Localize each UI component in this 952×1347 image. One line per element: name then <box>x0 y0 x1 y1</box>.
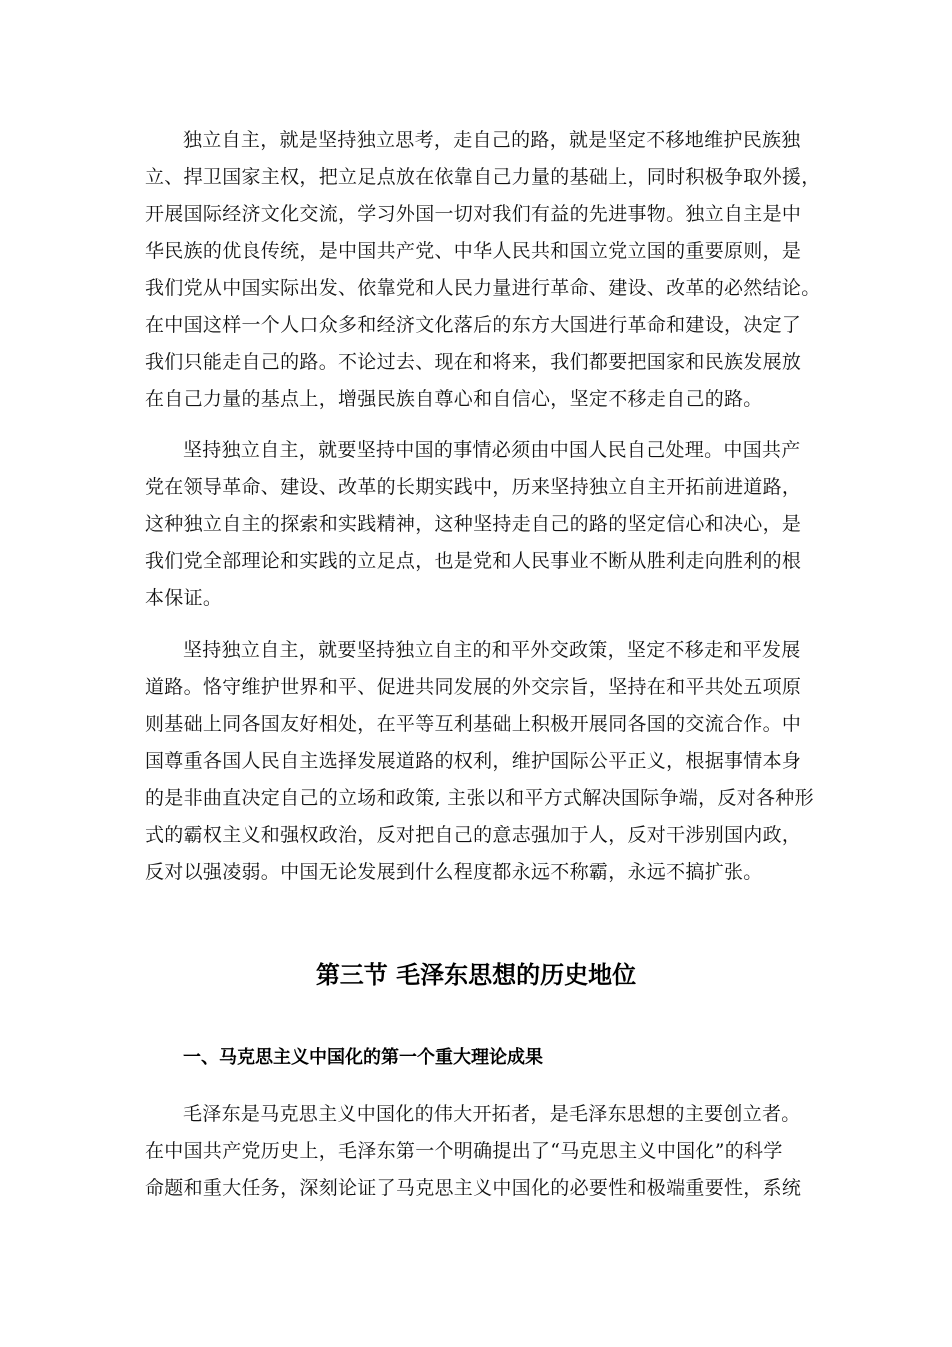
text-line: 毛泽东是马克思主义中国化的伟大开拓者，是毛泽东思想的主要创立者。 <box>183 1103 801 1125</box>
text-line: 道路。恪守维护世界和平、促进共同发展的外交宗旨，坚持在和平共处五项原 <box>145 676 802 698</box>
text-line: 式的霸权主义和强权政治，反对把自己的意志强加于人，反对干涉别国内政， <box>145 824 802 846</box>
text-line: 坚持独立自主，就要坚持独立自主的和平外交政策，坚定不移走和平发展 <box>183 639 801 661</box>
section-title: 第三节 毛泽东思想的历史地位 <box>315 961 637 989</box>
subsection-title: 一、马克思主义中国化的第一个重大理论成果 <box>183 1047 543 1068</box>
text-line: 本保证。 <box>145 587 223 609</box>
text-line: 反对以强凌弱。中国无论发展到什么程度都永远不称霸，永远不搞扩张。 <box>145 861 763 883</box>
text-line: 开展国际经济文化交流，学习外国一切对我们有益的先进事物。独立自主是中 <box>145 203 802 225</box>
text-line: 我们党全部理论和实践的立足点，也是党和人民事业不断从胜利走向胜利的根 <box>145 550 802 572</box>
text-line: 国尊重各国人民自主选择发展道路的权利，维护国际公平正义，根据事情本身 <box>145 750 802 772</box>
text-line: 我们党从中国实际出发、依靠党和人民力量进行革命、建设、改革的必然结论。 <box>145 277 821 299</box>
text-line: 党在领导革命、建设、改革的长期实践中，历来坚持独立自主开拓前进道路， <box>145 476 802 498</box>
text-line: 独立自主，就是坚持独立思考，走自己的路，就是坚定不移地维护民族独 <box>183 129 801 151</box>
text-line: 的是非曲直决定自己的立场和政策, 主张以和平方式解决国际争端，反对各种形 <box>145 787 814 809</box>
paragraph-china-affairs <box>145 432 835 617</box>
text-line: 立、捍卫国家主权，把立足点放在依靠自己力量的基础上，同时积极争取外援， <box>145 166 821 188</box>
text-line: 坚持独立自主，就要坚持中国的事情必须由中国人民自己处理。中国共产 <box>183 439 801 461</box>
text-line: 则基础上同各国友好相处，在平等互利基础上积极开展同各国的交流合作。中 <box>145 713 802 735</box>
text-line: 华民族的优良传统，是中国共产党、中华人民共和国立党立国的重要原则，是 <box>145 240 802 262</box>
paragraph-peaceful-foreign-policy <box>145 632 835 891</box>
paragraph-mao-pioneer <box>145 1096 835 1207</box>
text-line: 在中国这样一个人口众多和经济文化落后的东方大国进行革命和建设，决定了 <box>145 314 802 336</box>
text-line: 命题和重大任务，深刻论证了马克思主义中国化的必要性和极端重要性，系统 <box>145 1177 802 1199</box>
text-line: 在自己力量的基点上，增强民族自尊心和自信心，坚定不移走自己的路。 <box>145 388 763 410</box>
paragraph-independence-definition <box>145 122 835 418</box>
text-line: 在中国共产党历史上，毛泽东第一个明确提出了“马克思主义中国化”的科学 <box>145 1140 783 1162</box>
text-line: 这种独立自主的探索和实践精神，这种坚持走自己的路的坚定信心和决心，是 <box>145 513 802 535</box>
text-line: 我们只能走自己的路。不论过去、现在和将来，我们都要把国家和民族发展放 <box>145 351 802 373</box>
